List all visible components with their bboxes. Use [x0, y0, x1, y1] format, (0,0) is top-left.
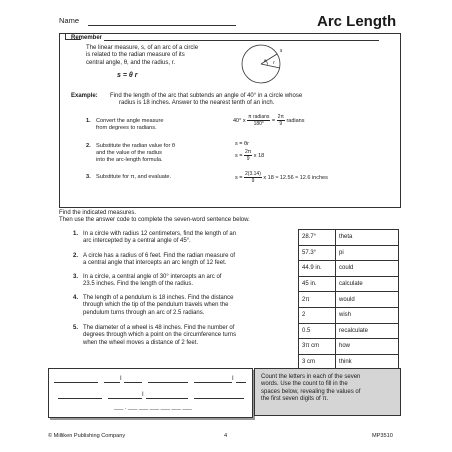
- instruction-line: Then use the answer code to complete the seven-word sentence below.: [59, 217, 250, 224]
- radius-r-label: r: [273, 61, 275, 66]
- denominator: 9: [279, 121, 283, 127]
- fraction: [244, 171, 262, 184]
- code-word: recalculate: [336, 323, 399, 339]
- step-3: [86, 174, 171, 181]
- problem-line: degrees through which a point on the circumference turns: [83, 332, 237, 339]
- word-blank-5[interactable]: [194, 382, 232, 383]
- step-1-math: [233, 114, 304, 127]
- code-value: 0.5: [299, 323, 336, 339]
- code-word: could: [336, 261, 399, 277]
- code-word: wish: [336, 307, 399, 323]
- numerator: π radians: [248, 114, 270, 120]
- step-line: into the arc-length formula.: [96, 157, 163, 163]
- problem-number: 3.: [73, 274, 79, 280]
- math-text: =: [271, 117, 276, 124]
- table-row: [299, 323, 399, 339]
- problem-number: 2.: [73, 253, 79, 259]
- code-word: calculate: [336, 276, 399, 292]
- fraction: [244, 149, 252, 162]
- remember-intro: [86, 45, 198, 67]
- math-text: radians: [286, 117, 305, 124]
- code-value: 28.7°: [299, 230, 336, 246]
- copyright: © Milliken Publishing Company: [48, 433, 126, 439]
- word-blank-9[interactable]: [146, 398, 188, 399]
- circle-diagram: [238, 40, 288, 90]
- example-text: [110, 93, 302, 108]
- numerator: 2π: [245, 149, 252, 155]
- step-line: Substitute the radian value for θ: [96, 143, 175, 149]
- math-text: x 18: [253, 152, 265, 159]
- fraction: [277, 114, 285, 127]
- problem-3: [73, 274, 283, 289]
- problem-number: 4.: [73, 295, 79, 301]
- step-line: and the value of the radius: [96, 150, 162, 156]
- problem-line: when the wheel moves a distance of 2 feet.: [83, 339, 199, 346]
- word-blank-6[interactable]: [236, 382, 246, 383]
- problem-line: arc intercepted by a central angle of 45°.: [83, 238, 191, 245]
- table-row: [299, 307, 399, 323]
- table-row: [299, 261, 399, 277]
- problem-line: The diameter of a wheel is 48 inches. Find the number of: [83, 325, 235, 331]
- problem-5: [73, 325, 283, 347]
- numerator: 2(3.14): [245, 171, 261, 177]
- table-row: [299, 339, 399, 355]
- name-label: Name: [59, 16, 80, 25]
- instructions: [59, 210, 250, 225]
- instruction-line: Find the indicated measures.: [59, 210, 137, 216]
- code-value: 2π: [299, 292, 336, 308]
- code-word: how: [336, 339, 399, 355]
- example-label: Example:: [71, 93, 98, 99]
- problem-line: a central angle that intercepts an arc length of 12 feet.: [83, 260, 227, 267]
- math-text: s =: [235, 174, 243, 181]
- code-word: would: [336, 292, 399, 308]
- numerator: 2π: [277, 114, 284, 120]
- table-row: [299, 276, 399, 292]
- word-blank-2[interactable]: [104, 382, 120, 383]
- intro-line: is related to the radian measure of its: [86, 52, 185, 59]
- pi-digit-blanks: ___ . ___ ___ ___ ___ ___ ___: [114, 405, 192, 411]
- arc-s-label: s: [280, 48, 283, 54]
- word-blank-10[interactable]: [194, 398, 244, 399]
- separator-mark: I: [232, 376, 234, 382]
- problem-line: 23.5 inches. Find the length of the radius.: [83, 281, 194, 288]
- fraction: [247, 114, 270, 127]
- code-value: 45 in.: [299, 276, 336, 292]
- code-value: 44.9 in.: [299, 261, 336, 277]
- problem-4: [73, 295, 283, 317]
- theta-label: θ: [264, 58, 267, 63]
- problem-line: through which the tip of the pendulum travels when the: [83, 302, 229, 309]
- step-line: Substitute for π, and evaluate.: [96, 174, 172, 180]
- word-blank-4[interactable]: [148, 382, 188, 383]
- note-line: the first seven digits of π.: [261, 396, 329, 403]
- product-code: MP3510: [372, 433, 393, 439]
- intro-line: The linear measure, s, of an arc of a circle: [86, 45, 199, 51]
- problem-line: In a circle with radius 12 centimeters, find the length of an: [83, 231, 237, 237]
- math-text: s =: [235, 152, 243, 159]
- page-title: Arc Length: [317, 13, 397, 30]
- problem-2: [73, 253, 283, 268]
- step-1: [86, 118, 163, 132]
- table-row: [299, 230, 399, 246]
- step-2: [86, 143, 175, 164]
- step-2-math-line2: [235, 149, 264, 162]
- answer-code-table: [298, 229, 399, 370]
- step-line: Convert the angle measure: [96, 118, 164, 124]
- math-text: 40° x: [233, 117, 246, 124]
- problem-line: pendulum turns through an arc of 2.5 radians.: [83, 309, 205, 316]
- problem-number: 1.: [73, 231, 79, 237]
- step-2-math-line1: s = θr: [235, 141, 249, 147]
- math-text: x 18 ≈ 12.56 ≈ 12.6 inches: [263, 174, 328, 181]
- word-blank-7[interactable]: [58, 398, 102, 399]
- name-line[interactable]: [88, 25, 236, 26]
- table-row: [299, 245, 399, 261]
- word-blank-1[interactable]: [54, 382, 98, 383]
- code-value: 2: [299, 307, 336, 323]
- code-value: 3π cm: [299, 339, 336, 355]
- problem-line: In a circle, a central angle of 30° intercepts an arc of: [83, 274, 222, 280]
- page-number: 4: [224, 433, 228, 439]
- problem-line: A circle has a radius of 6 feet. Find the radian measure of: [83, 253, 236, 259]
- code-value: 3 cm: [299, 354, 336, 370]
- problem-1: [73, 231, 283, 246]
- step-number: 2.: [86, 143, 91, 149]
- problem-number: 5.: [73, 325, 79, 331]
- table-row: [299, 292, 399, 308]
- denominator: 9: [246, 156, 250, 162]
- count-note: [254, 368, 401, 416]
- word-blank-8[interactable]: [108, 398, 142, 399]
- step-number: 1.: [86, 118, 91, 124]
- code-word: theta: [336, 230, 399, 246]
- separator-mark: I: [120, 376, 122, 382]
- step-3-math: [235, 171, 328, 184]
- code-word: think: [336, 354, 399, 370]
- denominator: 9: [251, 178, 255, 184]
- remember-heading: Remember: [71, 35, 103, 41]
- step-number: 3.: [86, 174, 91, 180]
- denominator: 180°: [253, 121, 264, 127]
- step-line: from degrees to radians.: [96, 125, 157, 131]
- word-blank-3[interactable]: [124, 382, 142, 383]
- intro-line: central angle, θ, and the radius, r.: [86, 59, 176, 66]
- separator-mark: I: [142, 392, 144, 398]
- note-line: words. Use the count to fill in the: [261, 381, 348, 388]
- example-line: radius is 18 inches. Answer to the nearest tenth of an inch.: [119, 100, 275, 107]
- example-line: Find the length of the arc that subtends an angle of 40° in a circle whose: [110, 93, 303, 99]
- note-line: spaces below, revealing the values of: [261, 388, 361, 395]
- problem-line: The length of a pendulum is 18 inches. Find the distance: [83, 295, 234, 301]
- code-word: pi: [336, 245, 399, 261]
- arc-length-formula: s = θ r: [117, 72, 138, 79]
- note-line: Count the letters in each of the seven: [261, 374, 361, 380]
- code-value: 57.3°: [299, 245, 336, 261]
